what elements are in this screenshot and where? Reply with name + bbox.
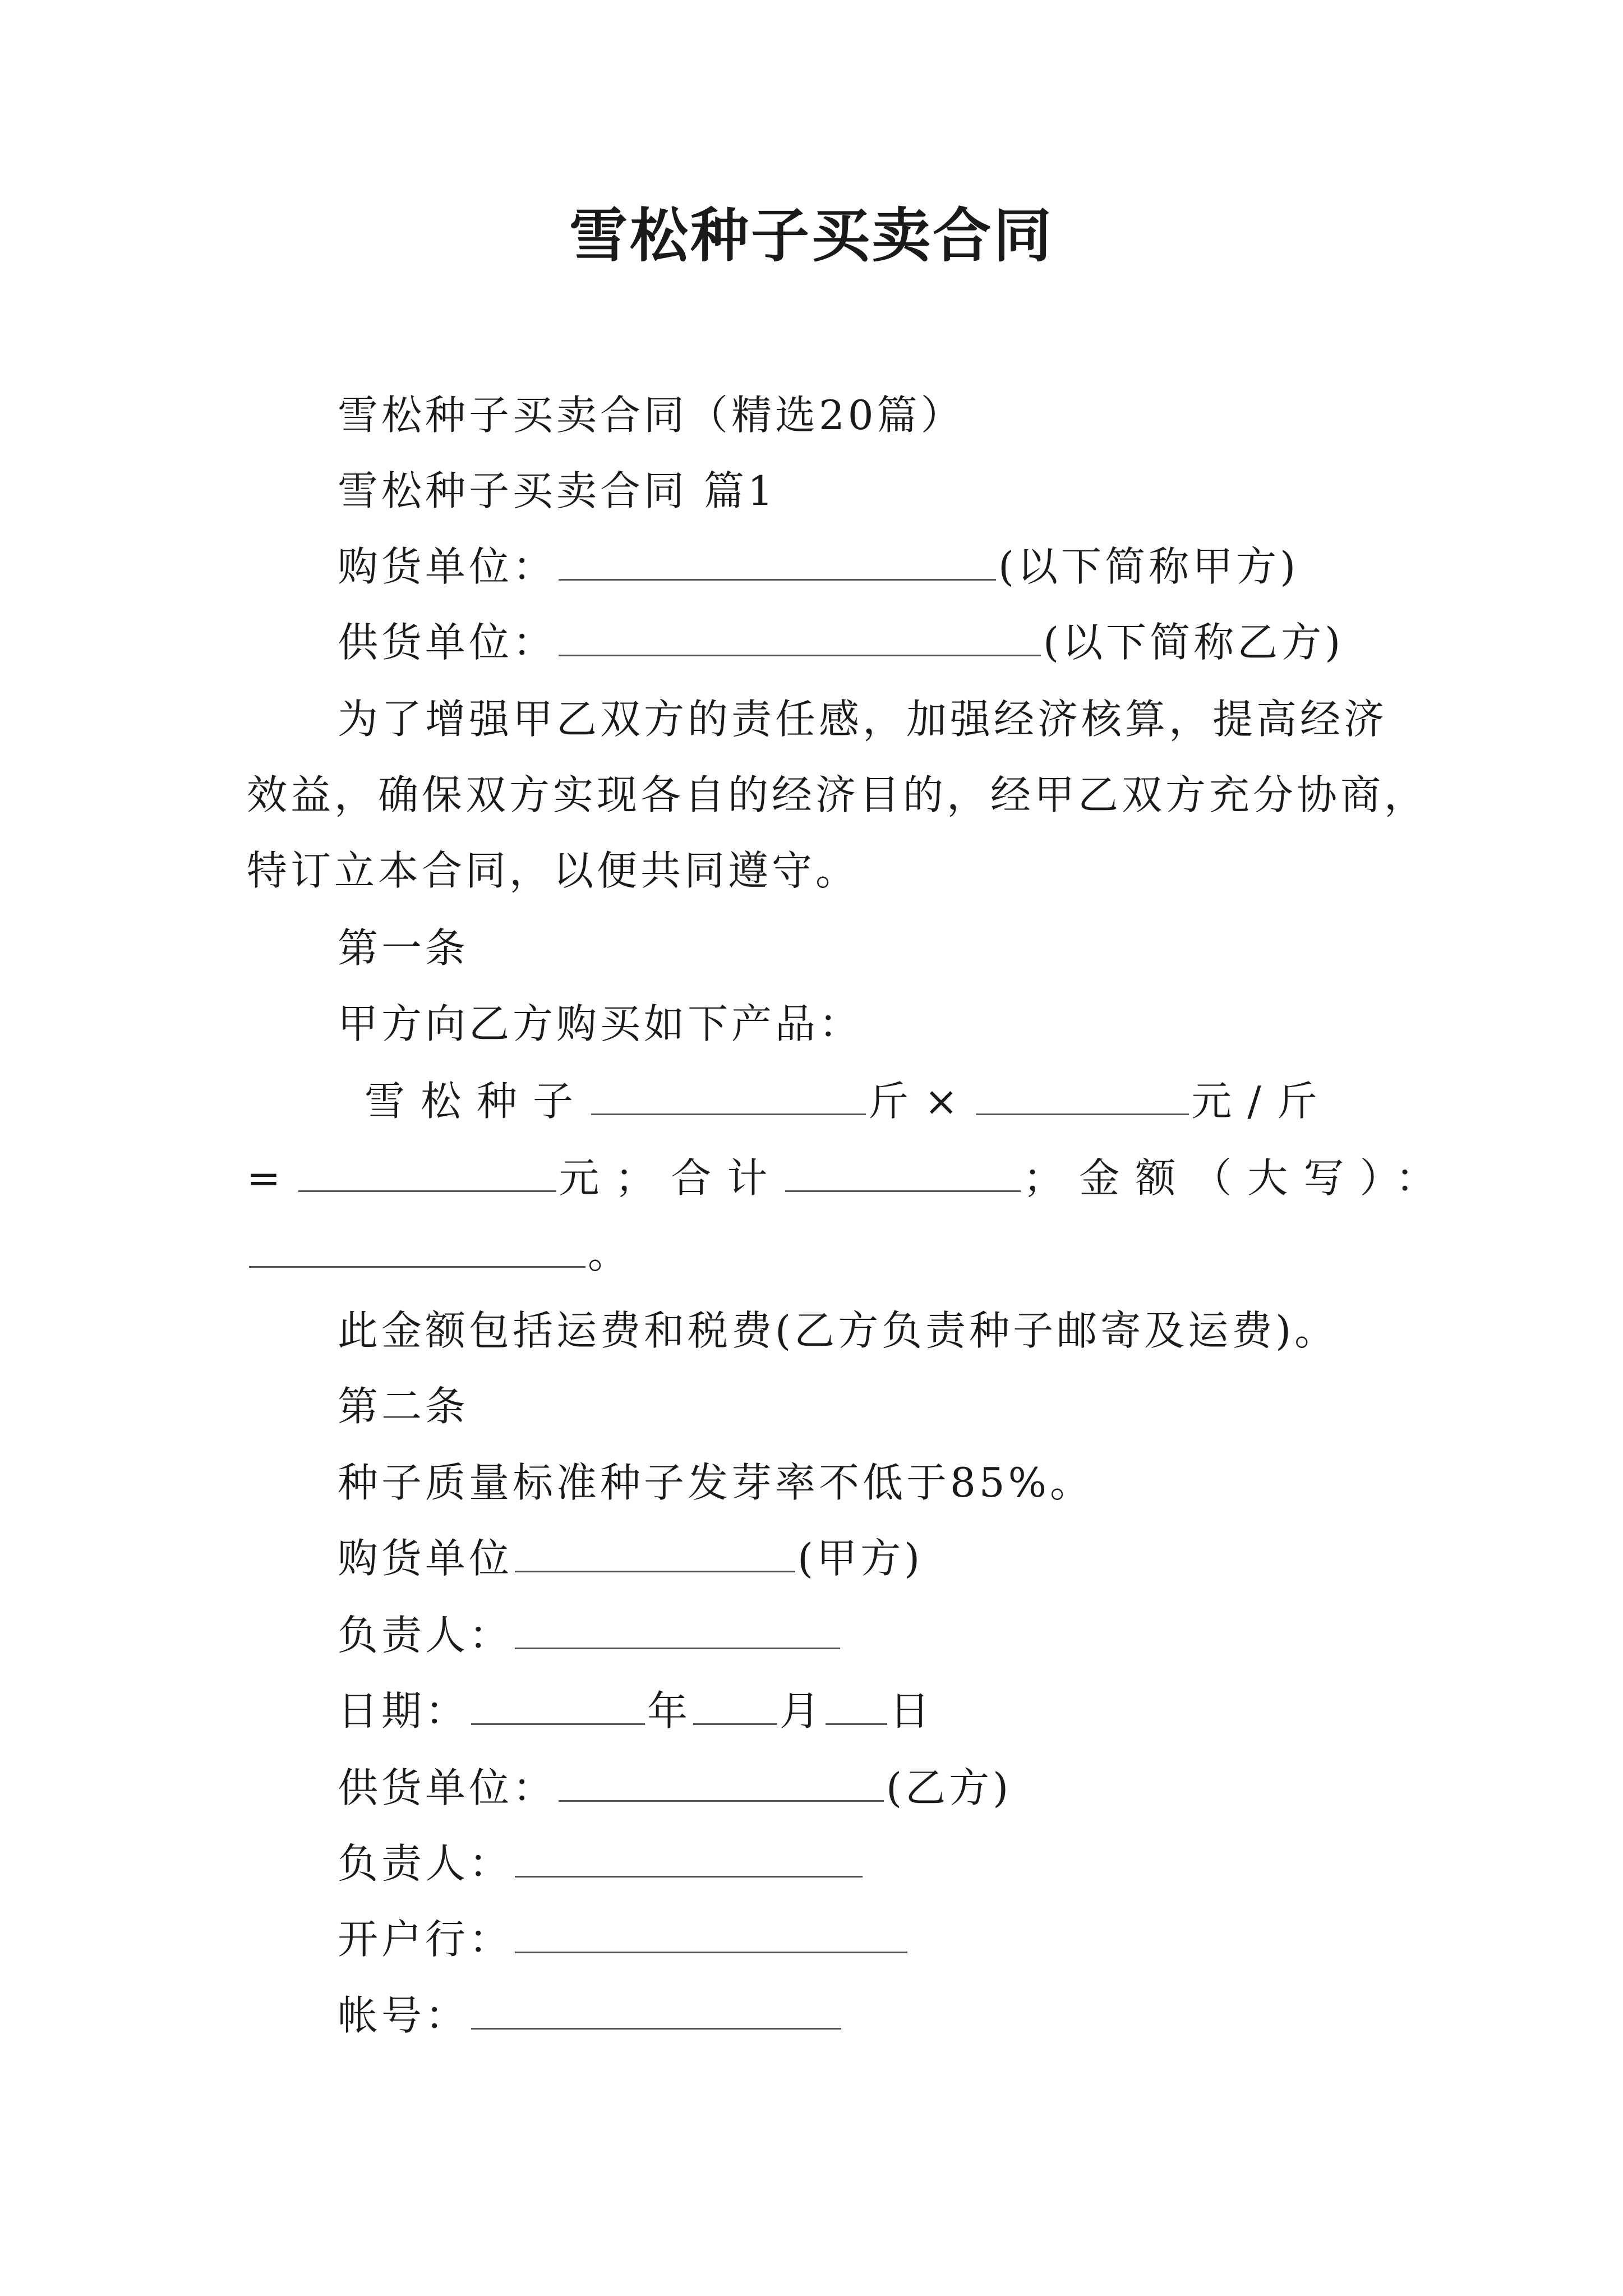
period: 。 (588, 1230, 632, 1277)
unit-yuan: 元； (559, 1154, 671, 1202)
intro-line-1: 为了增强甲乙双方的责任感，加强经济核算，提高经济 (338, 696, 1388, 743)
sign-seller-suffix: (乙方) (886, 1764, 1012, 1811)
amount-words-line (247, 1228, 631, 1279)
buyer-label: 购货单位： (338, 543, 557, 590)
month-blank[interactable] (693, 1686, 777, 1725)
document-subtitle: 雪松种子买卖合同（精选20篇） (338, 392, 965, 439)
buyer-rep-label: 负责人： (338, 1612, 513, 1659)
bank-blank[interactable] (515, 1915, 907, 1953)
sign-seller-line (338, 1763, 1012, 1813)
date-label: 日期： (338, 1687, 469, 1734)
buyer-rep-line (338, 1610, 842, 1660)
intro-line-3: 特订立本合同，以便共同遵守。 (247, 847, 860, 894)
date-line (338, 1686, 933, 1736)
price-blank[interactable] (976, 1076, 1189, 1115)
buyer-suffix: (以下简称甲方) (998, 543, 1299, 590)
total-blank[interactable] (785, 1153, 1021, 1192)
day-label: 日 (889, 1687, 934, 1734)
amount-words-blank[interactable] (249, 1229, 585, 1268)
sign-seller-label: 供货单位： (338, 1764, 557, 1811)
account-line (338, 1990, 843, 2041)
article1-intro: 甲方向乙方购买如下产品： (338, 1000, 863, 1047)
intro-line-2: 效益，确保双方实现各自的经济目的，经甲乙双方充分协商， (247, 771, 1428, 818)
total-label: 合计 (671, 1154, 783, 1202)
amount-line (247, 1153, 1451, 1203)
subtotal-blank[interactable] (298, 1153, 556, 1192)
seller-rep-blank[interactable] (515, 1839, 863, 1878)
sign-seller-blank[interactable] (559, 1763, 884, 1802)
seller-line (338, 617, 1344, 668)
bank-label: 开户行： (338, 1916, 513, 1963)
article2-heading: 第二条 (338, 1383, 469, 1430)
unit-price: 元/斤 (1191, 1078, 1333, 1125)
semicolon: ； (1023, 1154, 1080, 1202)
sign-buyer-blank[interactable] (515, 1534, 795, 1572)
account-label: 帐号： (338, 1992, 469, 2039)
sign-buyer-suffix: (甲方) (797, 1535, 924, 1582)
fee-note: 此金额包括运费和税费(乙方负责种子邮寄及运费)。 (338, 1307, 1339, 1354)
product-line (365, 1076, 1333, 1126)
day-blank[interactable] (826, 1686, 887, 1725)
sign-buyer-label: 购货单位 (338, 1535, 513, 1582)
quantity-blank[interactable] (591, 1076, 866, 1115)
bank-line (338, 1914, 910, 1964)
seller-label: 供货单位： (338, 619, 557, 666)
quality-standard: 种子质量标准种子发芽率不低于85%。 (338, 1459, 1094, 1506)
article1-heading: 第一条 (338, 924, 469, 972)
product-name: 雪松种子 (365, 1078, 589, 1125)
buyer-line (338, 541, 1299, 592)
year-label: 年 (647, 1687, 691, 1734)
month-label: 月 (780, 1687, 824, 1734)
seller-rep-line (338, 1838, 865, 1889)
section-heading: 雪松种子买卖合同 篇1 (338, 467, 777, 514)
seller-rep-label: 负责人： (338, 1840, 513, 1887)
document-title: 雪松种子买卖合同 (569, 201, 1054, 270)
seller-suffix: (以下简称乙方) (1043, 619, 1344, 666)
times-sign: × (924, 1078, 974, 1125)
buyer-rep-blank[interactable] (515, 1611, 840, 1649)
equals-sign: = (247, 1154, 297, 1202)
year-blank[interactable] (471, 1686, 645, 1725)
account-blank[interactable] (471, 1991, 841, 2030)
buyer-blank[interactable] (559, 542, 996, 581)
sign-buyer-line (338, 1533, 923, 1584)
unit-jin: 斤 (868, 1078, 925, 1125)
amount-label: 金额（大写）： (1079, 1154, 1452, 1202)
seller-blank[interactable] (559, 618, 1041, 656)
